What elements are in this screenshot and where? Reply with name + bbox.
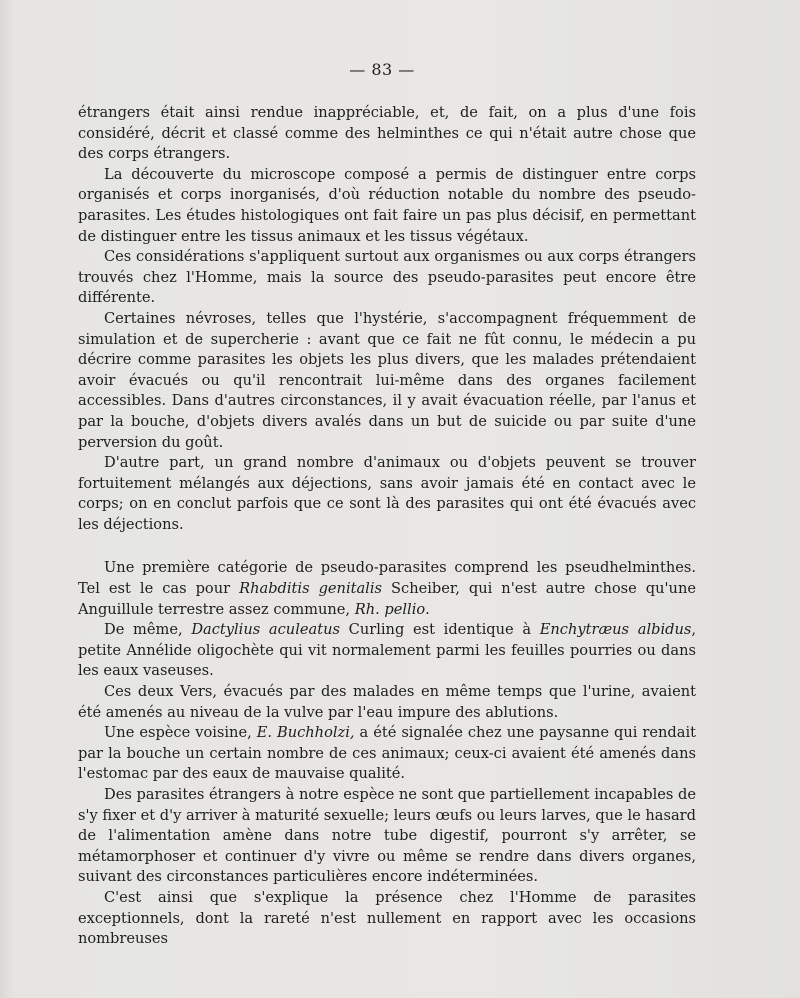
text-run: Ces deux Vers, évacués par des malades en même temps que l'urine, avaient été amenés au niveau de la vulve par l'eau impure des ablutions. [78, 683, 696, 721]
text-run: Scheiber, qui n'est autre chose qu'une Anguillule terrestre assez commune, [78, 580, 696, 618]
text-run: étrangers était ainsi rendue inappréciable, et, de fait, on a plus d'une fois considéré, décrit et classé comme des helminthes ce qui n'était autre chose que des corps étrangers. [78, 104, 696, 163]
text-run: , petite Annélide oligochète qui vit normalement parmi les feuilles pourries ou dans les eaux vaseuses. [78, 621, 696, 680]
species-name: Rhabditis genitalis [239, 580, 383, 598]
text-run: Une espèce voisine, [104, 724, 257, 742]
page-number: — 83 — [349, 60, 415, 79]
species-name: Rh. pellio [354, 600, 426, 618]
text-run: . [425, 600, 430, 618]
text-run: La découverte du microscope composé a permis de distinguer entre corps organisés et corps inorganisés, d'où réduction notable du nombre des pseudo-parasites. Les études histologiques ont fait faire un pas plus décisif, en permettant de distinguer entre les tissus animaux et les tissus végétaux. [78, 165, 696, 245]
text-run: Ces considérations s'appliquent surtout aux organismes ou aux corps étrangers trouvés chez l'Homme, mais la source des pseudo-parasites peut encore être différente. [78, 248, 696, 307]
text-run: a été signalée chez une paysanne qui rendait par la bouche un certain nombre de ces animaux; ceux-ci avaient été amenés dans l'estomac par des eaux de mauvaise qualité. [78, 724, 696, 783]
species-name: Dactylius aculeatus [191, 621, 340, 639]
paragraph [78, 888, 696, 950]
paragraph [78, 453, 696, 535]
text-run: Certaines névroses, telles que l'hystérie, s'accompagnent fréquemment de simulation et de supercherie : avant que ce fait ne fût connu, le médecin a pu décrire comme parasites les objets les plus divers, que les malades prétendaient avoir évacués ou qu'il rencontrait lui-même dans des organes facilement accessibles. Dans d'autres circonstances, il y avait évacuation réelle, par l'anus et par la bouche, d'objets divers avalés dans un but de suicide ou par suite d'une perversion du goût. [78, 309, 696, 451]
text-run: Curling est identique à [339, 621, 540, 639]
text-run: De même, [104, 621, 192, 639]
paragraph [78, 682, 696, 723]
paragraph [78, 165, 696, 247]
paragraph [78, 247, 696, 309]
body-text [78, 103, 696, 950]
paragraph [78, 103, 696, 165]
paragraph [78, 723, 696, 785]
species-name: E. Buchholzi, [256, 724, 355, 742]
text-run: C'est ainsi que s'explique la présence chez l'Homme de parasites exceptionnels, dont la rareté n'est nullement en rapport avec les occasions nombreuses [78, 888, 696, 948]
paragraph [78, 620, 696, 682]
paragraph [78, 558, 696, 620]
text-run: D'autre part, un grand nombre d'animaux ou d'objets peuvent se trouver fortuitement mélangés aux déjections, sans avoir jamais été en contact avec le corps; on en conclut parfois que ce sont là des parasites qui ont été évacués avec les déjections. [78, 454, 696, 533]
paragraph [78, 309, 696, 453]
text-run: Une première catégorie de pseudo-parasites comprend les pseudhelminthes. Tel est le cas pour [78, 559, 696, 598]
text-run: Des parasites étrangers à notre espèce ne sont que partiellement incapables de s'y fixer et d'y arriver à maturité sexuelle; leurs œufs ou leurs larves, que le hasard de l'alimentation amène dans notre tube digestif, pourront s'y arrêter, se métamorphoser et continuer d'y vivre ou même se rendre dans divers organes, suivant des circonstances particulières encore indéterminées. [78, 786, 696, 886]
paragraph [78, 785, 696, 888]
species-name: Enchytræus albidus [539, 621, 692, 639]
